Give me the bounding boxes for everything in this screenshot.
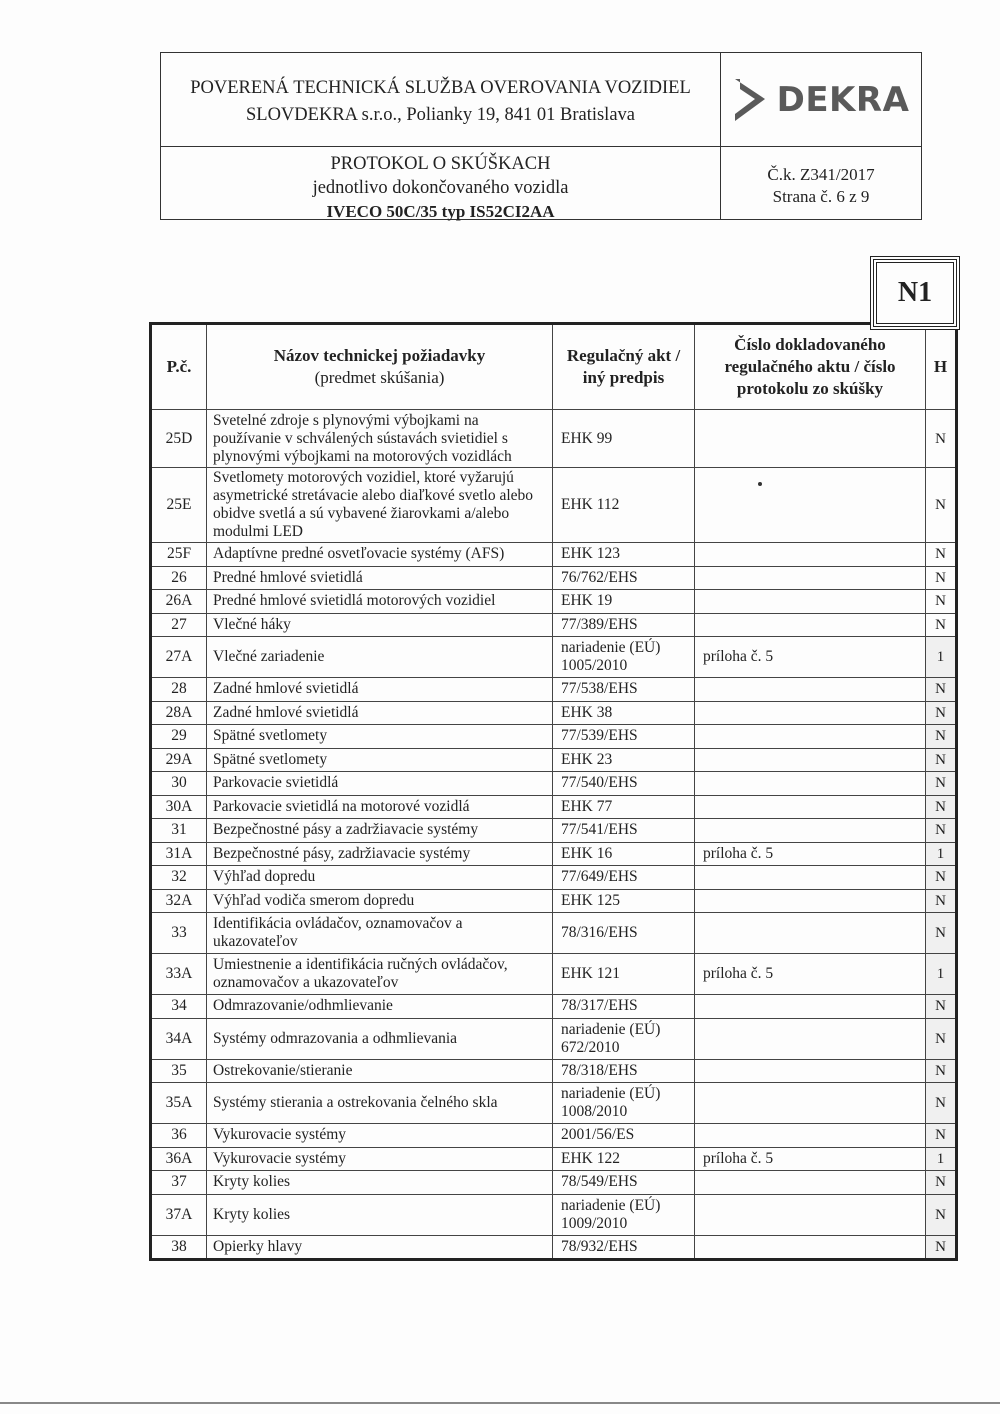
table-row	[151, 954, 957, 995]
table-row	[151, 889, 957, 913]
table-row	[151, 772, 957, 796]
regulation: 78/549/EHS	[553, 1171, 695, 1195]
requirement-name: Predné hmlové svietidlá motorových vozidiel	[207, 590, 553, 614]
row-number: 34	[151, 995, 207, 1019]
table-row	[151, 1059, 957, 1083]
document-reference	[695, 566, 926, 590]
table-row	[151, 1083, 957, 1124]
requirements-table	[149, 322, 958, 1261]
protocol-title-block	[161, 146, 721, 219]
row-number: 25D	[151, 410, 207, 468]
document-reference	[695, 1235, 926, 1260]
h-value: N	[926, 1018, 957, 1059]
column-header-document-line3: protokolu zo skúšky	[736, 379, 884, 398]
regulation: EHK 122	[553, 1147, 695, 1171]
table-row	[151, 748, 957, 772]
table-header-row	[151, 324, 957, 410]
table-row	[151, 468, 957, 543]
document-reference	[695, 701, 926, 725]
regulation: 76/762/EHS	[553, 566, 695, 590]
h-value: N	[926, 795, 957, 819]
h-value: N	[926, 725, 957, 749]
column-header-requirement-line2: (predmet skúšania)	[314, 368, 445, 387]
requirement-name: Vlečné zariadenie	[207, 637, 553, 678]
table-row	[151, 995, 957, 1019]
requirement-name: Výhľad vodiča smerom dopredu	[207, 889, 553, 913]
h-value: N	[926, 1194, 957, 1235]
h-value: 1	[926, 842, 957, 866]
h-value: N	[926, 889, 957, 913]
h-value: N	[926, 995, 957, 1019]
h-value: N	[926, 410, 957, 468]
requirement-name: Systémy stierania a ostrekovania čelného skla	[207, 1083, 553, 1124]
document-reference	[695, 613, 926, 637]
column-header-document	[695, 324, 926, 410]
document-reference	[695, 913, 926, 954]
table-row	[151, 795, 957, 819]
row-number: 26	[151, 566, 207, 590]
regulation: 78/316/EHS	[553, 913, 695, 954]
column-header-number: P.č.	[151, 324, 207, 410]
table-row	[151, 913, 957, 954]
table-row	[151, 1194, 957, 1235]
document-reference	[695, 1171, 926, 1195]
row-number: 28	[151, 678, 207, 702]
requirement-name: Parkovacie svietidlá na motorové vozidlá	[207, 795, 553, 819]
dekra-logo	[721, 53, 921, 146]
requirement-name: Bezpečnostné pásy a zadržiavacie systémy	[207, 819, 553, 843]
organization-name: POVERENÁ TECHNICKÁ SLUŽBA OVEROVANIA VOZIDIEL	[190, 78, 691, 98]
table-row	[151, 725, 957, 749]
regulation: EHK 99	[553, 410, 695, 468]
requirement-name: Svetelné zdroje s plynovými výbojkami na používanie v schválených sústavách svietidiel s plynovými výbojkami na motorových vozidlách	[207, 410, 553, 468]
requirement-name: Opierky hlavy	[207, 1235, 553, 1260]
document-reference	[695, 772, 926, 796]
h-value: N	[926, 678, 957, 702]
h-value: N	[926, 543, 957, 567]
regulation: 78/932/EHS	[553, 1235, 695, 1260]
table-row	[151, 866, 957, 890]
regulation: EHK 123	[553, 543, 695, 567]
vehicle-category-badge: N1	[870, 256, 960, 330]
column-header-regulation	[553, 324, 695, 410]
column-header-h: H	[926, 324, 957, 410]
regulation: EHK 19	[553, 590, 695, 614]
row-number: 35A	[151, 1083, 207, 1124]
regulation: 2001/56/ES	[553, 1124, 695, 1148]
dekra-arrow-icon	[733, 77, 767, 123]
header-row-protocol	[161, 146, 921, 219]
row-number: 25E	[151, 468, 207, 543]
header-row-organization	[161, 53, 921, 147]
h-value: N	[926, 701, 957, 725]
document-reference	[695, 1194, 926, 1235]
document-reference	[695, 1083, 926, 1124]
document-reference	[695, 1124, 926, 1148]
scan-edge-line	[0, 1402, 1000, 1404]
regulation: 77/389/EHS	[553, 613, 695, 637]
h-value: N	[926, 1083, 957, 1124]
document-reference	[695, 889, 926, 913]
requirement-name: Identifikácia ovládačov, oznamovačov a ukazovateľov	[207, 913, 553, 954]
row-number: 30A	[151, 795, 207, 819]
row-number: 26A	[151, 590, 207, 614]
row-number: 28A	[151, 701, 207, 725]
requirement-name: Spätné svetlomety	[207, 748, 553, 772]
regulation: nariadenie (EÚ) 1005/2010	[553, 637, 695, 678]
h-value: N	[926, 613, 957, 637]
h-value: N	[926, 913, 957, 954]
table-row	[151, 566, 957, 590]
row-number: 31	[151, 819, 207, 843]
table-row	[151, 1235, 957, 1260]
column-header-document-line2: regulačného aktu / číslo	[724, 357, 896, 376]
row-number: 38	[151, 1235, 207, 1260]
regulation: EHK 16	[553, 842, 695, 866]
reference-number: Č.k. Z341/2017	[767, 165, 875, 184]
document-reference	[695, 748, 926, 772]
table-body	[151, 410, 957, 1260]
requirement-name: Predné hmlové svietidlá	[207, 566, 553, 590]
document-reference	[695, 410, 926, 468]
document-reference	[695, 795, 926, 819]
requirement-name: Vykurovacie systémy	[207, 1124, 553, 1148]
document-reference: príloha č. 5	[695, 1147, 926, 1171]
table-row	[151, 1018, 957, 1059]
reference-block	[721, 146, 921, 219]
table-row	[151, 1124, 957, 1148]
row-number: 32	[151, 866, 207, 890]
row-number: 37A	[151, 1194, 207, 1235]
h-value: 1	[926, 637, 957, 678]
column-header-document-line1: Číslo dokladovaného	[734, 335, 886, 354]
regulation: 78/317/EHS	[553, 995, 695, 1019]
document-reference	[695, 590, 926, 614]
regulation: 77/541/EHS	[553, 819, 695, 843]
document-reference	[695, 725, 926, 749]
column-header-regulation-line2: iný predpis	[582, 368, 665, 387]
h-value: 1	[926, 954, 957, 995]
regulation: EHK 23	[553, 748, 695, 772]
h-value: N	[926, 1235, 957, 1260]
table-row	[151, 1171, 957, 1195]
requirement-name: Zadné hmlové svietidlá	[207, 701, 553, 725]
logo-cell	[721, 53, 921, 146]
table-row	[151, 701, 957, 725]
document-reference	[695, 866, 926, 890]
table-row	[151, 842, 957, 866]
document-reference	[695, 1059, 926, 1083]
table-row	[151, 637, 957, 678]
h-value: N	[926, 566, 957, 590]
protocol-title: PROTOKOL O SKÚŠKACH	[330, 154, 551, 174]
requirement-name: Kryty kolies	[207, 1171, 553, 1195]
requirement-name: Parkovacie svietidlá	[207, 772, 553, 796]
requirement-name: Odmrazovanie/odhmlievanie	[207, 995, 553, 1019]
requirement-name: Kryty kolies	[207, 1194, 553, 1235]
column-header-regulation-line1: Regulačný akt /	[566, 346, 681, 365]
document-reference	[695, 543, 926, 567]
row-number: 29	[151, 725, 207, 749]
regulation: 77/649/EHS	[553, 866, 695, 890]
regulation: 78/318/EHS	[553, 1059, 695, 1083]
table-row	[151, 613, 957, 637]
table-row	[151, 1147, 957, 1171]
h-value: N	[926, 866, 957, 890]
regulation: 77/539/EHS	[553, 725, 695, 749]
row-number: 36A	[151, 1147, 207, 1171]
row-number: 30	[151, 772, 207, 796]
h-value: N	[926, 590, 957, 614]
regulation: nariadenie (EÚ) 1009/2010	[553, 1194, 695, 1235]
document-reference	[695, 995, 926, 1019]
document-reference: príloha č. 5	[695, 954, 926, 995]
h-value: N	[926, 819, 957, 843]
requirement-name: Výhľad dopredu	[207, 866, 553, 890]
table-row	[151, 410, 957, 468]
document-reference	[695, 678, 926, 702]
requirement-name: Svetlomety motorových vozidiel, ktoré vyžarujú asymetrické stretávacie alebo diaľkové svetlo alebo obidve svetlá a sú vybavené žiarovkami a/alebo modulmi LED	[207, 468, 553, 543]
requirement-name: Bezpečnostné pásy, zadržiavacie systémy	[207, 842, 553, 866]
h-value: 1	[926, 1147, 957, 1171]
document-reference	[695, 468, 926, 543]
document-reference: príloha č. 5	[695, 842, 926, 866]
organization-address: SLOVDEKRA s.r.o., Polianky 19, 841 01 Bratislava	[245, 105, 635, 125]
row-number: 29A	[151, 748, 207, 772]
h-value: N	[926, 1171, 957, 1195]
row-number: 25F	[151, 543, 207, 567]
row-number: 27A	[151, 637, 207, 678]
row-number: 33	[151, 913, 207, 954]
column-header-requirement	[207, 324, 553, 410]
requirement-name: Vykurovacie systémy	[207, 1147, 553, 1171]
requirement-name: Umiestnenie a identifikácia ručných ovládačov, oznamovačov a ukazovateľov	[207, 954, 553, 995]
vehicle-designation: IVECO 50C/35 typ IS52CI2AA	[326, 202, 555, 221]
document-reference: príloha č. 5	[695, 637, 926, 678]
table-row	[151, 819, 957, 843]
regulation: EHK 77	[553, 795, 695, 819]
row-number: 32A	[151, 889, 207, 913]
h-value: N	[926, 1124, 957, 1148]
table-row	[151, 590, 957, 614]
requirement-name: Spätné svetlomety	[207, 725, 553, 749]
regulation: EHK 112	[553, 468, 695, 543]
logo-text: DEKRA	[776, 79, 910, 120]
h-value: N	[926, 1059, 957, 1083]
column-header-requirement-line1: Názov technickej požiadavky	[273, 346, 486, 365]
scan-speck	[758, 482, 762, 486]
table-row	[151, 678, 957, 702]
regulation: nariadenie (EÚ) 672/2010	[553, 1018, 695, 1059]
requirement-name: Ostrekovanie/stieranie	[207, 1059, 553, 1083]
document-header	[160, 52, 922, 220]
requirement-name: Vlečné háky	[207, 613, 553, 637]
h-value: N	[926, 468, 957, 543]
regulation: 77/540/EHS	[553, 772, 695, 796]
regulation: EHK 121	[553, 954, 695, 995]
regulation: 77/538/EHS	[553, 678, 695, 702]
regulation: EHK 125	[553, 889, 695, 913]
h-value: N	[926, 772, 957, 796]
row-number: 27	[151, 613, 207, 637]
h-value: N	[926, 748, 957, 772]
table-row	[151, 543, 957, 567]
page-number: Strana č. 6 z 9	[772, 187, 870, 206]
row-number: 31A	[151, 842, 207, 866]
organization-block	[161, 53, 721, 146]
row-number: 34A	[151, 1018, 207, 1059]
document-reference	[695, 1018, 926, 1059]
row-number: 35	[151, 1059, 207, 1083]
document-reference	[695, 819, 926, 843]
row-number: 36	[151, 1124, 207, 1148]
requirement-name: Systémy odmrazovania a odhmlievania	[207, 1018, 553, 1059]
regulation: EHK 38	[553, 701, 695, 725]
row-number: 37	[151, 1171, 207, 1195]
protocol-subtitle: jednotlivo dokončovaného vozidla	[312, 178, 569, 198]
requirement-name: Adaptívne predné osvetľovacie systémy (AFS)	[207, 543, 553, 567]
requirement-name: Zadné hmlové svietidlá	[207, 678, 553, 702]
regulation: nariadenie (EÚ) 1008/2010	[553, 1083, 695, 1124]
row-number: 33A	[151, 954, 207, 995]
